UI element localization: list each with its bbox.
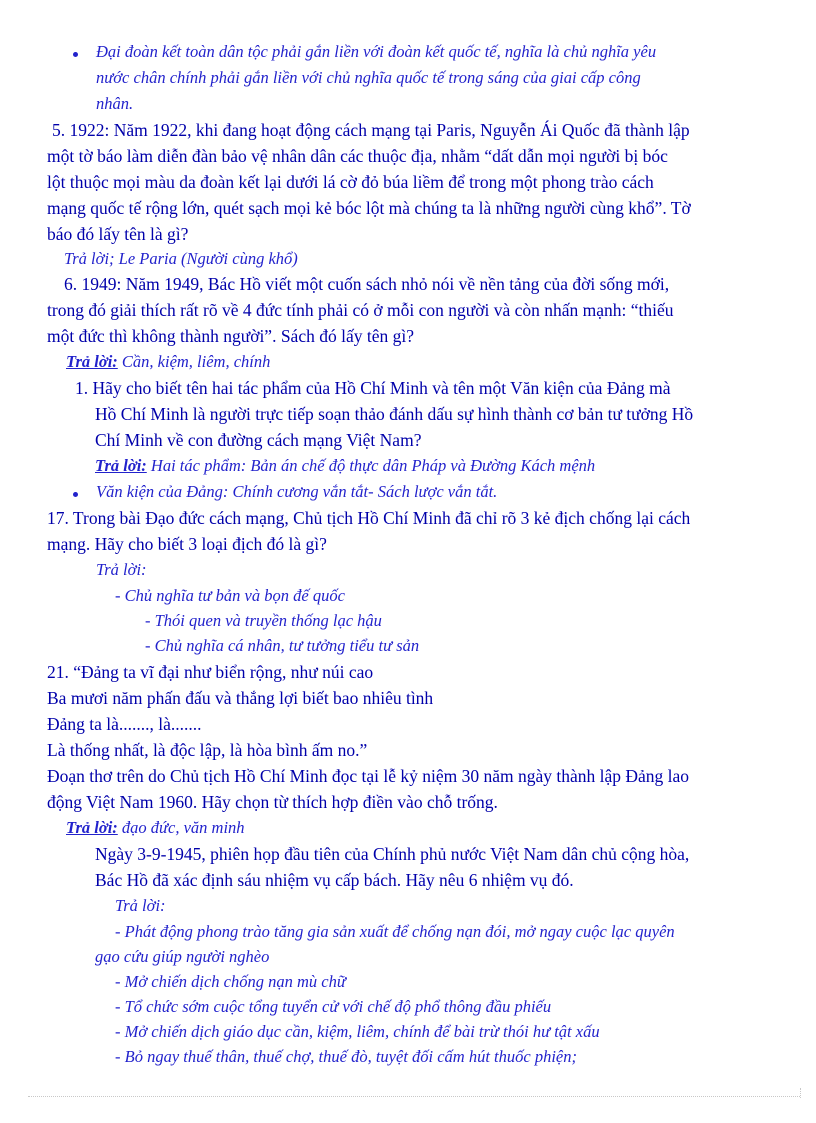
answer-text: Cần, kiệm, liêm, chính: [117, 352, 271, 371]
question-21-line: 21. “Đảng ta vĩ đại như biển rộng, như núi cao: [47, 662, 374, 682]
question-17-line: 17. Trong bài Đạo đức cách mạng, Chủ tịch Hồ Chí Minh đã chỉ rõ 3 kẻ địch chống lại cách: [47, 508, 691, 528]
question-1-line: Chí Minh về con đường cách mạng Việt Nam?: [95, 430, 422, 450]
answer-item: - Chủ nghĩa tư bản và bọn đế quốc: [115, 586, 345, 605]
text-line: nhân.: [96, 94, 134, 113]
question-5-line: một tờ báo làm diễn đàn bảo vệ nhân dân các thuộc địa, nhằm “dất dẫn mọi người bị bóc: [47, 146, 668, 166]
text-line: nước chân chính phải gắn liền với chủ nghĩa quốc tế trong sáng của giai cấp công: [96, 68, 641, 87]
answer-line: [95, 454, 595, 478]
answer-item: - Bỏ ngay thuế thân, thuế chợ, thuế đò, tuyệt đối cấm hút thuốc phiện;: [115, 1047, 577, 1066]
answer-item: - Thói quen và truyền thống lạc hậu: [145, 611, 382, 630]
question-21-line: Đoạn thơ trên do Chủ tịch Hồ Chí Minh đọc tại lễ kỷ niệm 30 năm ngày thành lập Đảng lao: [47, 766, 690, 786]
answer-item: - Mở chiến dịch giáo dục cần, kiệm, liêm, chính để bài trừ thói hư tật xấu: [115, 1022, 600, 1041]
question-6-line: 6. 1949: Năm 1949, Bác Hồ viết một cuốn sách nhỏ nói về nền tảng của đời sống mới,: [64, 274, 670, 294]
question-21-line: Ba mươi năm phấn đấu và thắng lợi biết bao nhiêu tình: [47, 688, 434, 708]
question-5-line: mạng quốc tế rộng lớn, quét sạch mọi kẻ bóc lột mà chúng ta là những người cùng khổ”. Tờ: [47, 198, 691, 218]
question-5-line: báo đó lấy tên là gì?: [47, 224, 189, 244]
question-6-line: một đức thì không thành người”. Sách đó lấy tên gì?: [47, 326, 414, 346]
answer-label: Trả lời:: [96, 560, 147, 579]
answer-item: - Chủ nghĩa cá nhân, tư tưởng tiểu tư sản: [145, 636, 420, 655]
answer-text: Hai tác phẩm: Bản án chế độ thực dân Pháp và Đường Kách mệnh: [146, 456, 596, 475]
page-corner-mark: [800, 1088, 811, 1098]
answer-item: - Tổ chức sớm cuộc tổng tuyển cử với chế độ phổ thông đầu phiếu: [115, 997, 552, 1016]
text-line: Đại đoàn kết toàn dân tộc phải gắn liền với đoàn kết quốc tế, nghĩa là chủ nghĩa yêu: [96, 42, 657, 61]
question-21-line: động Việt Nam 1960. Hãy chọn từ thích hợp điền vào chỗ trống.: [47, 792, 498, 812]
answer-label: Trả lời:: [66, 352, 118, 371]
answer-label: Trả lời:: [66, 818, 118, 837]
question-1-line: 1. Hãy cho biết tên hai tác phẩm của Hồ Chí Minh và tên một Văn kiện của Đảng mà: [75, 378, 671, 398]
question-1-line: Hồ Chí Minh là người trực tiếp soạn thảo đánh dấu sự hình thành cơ bản tư tưởng Hồ: [95, 404, 694, 424]
answer-text: đạo đức, văn minh: [117, 818, 245, 837]
question-6-line: trong đó giải thích rất rõ về 4 đức tính phải có ở mỗi con người và còn nhấn mạnh: “thiếu: [47, 300, 674, 320]
answer-label: Trả lời:: [115, 896, 166, 915]
bullet-dot: [73, 492, 78, 497]
answer-text: Trả lời; Le Paria (Người cùng khổ): [64, 249, 298, 268]
question-21-line: Là thống nhất, là độc lập, là hòa bình ấm no.”: [47, 740, 368, 760]
answer-item: - Mở chiến dịch chống nạn mù chữ: [115, 972, 346, 991]
page-footer-divider: [28, 1096, 800, 1097]
question-21-line: Đảng ta là......., là.......: [47, 714, 202, 734]
text-line: Văn kiện của Đảng: Chính cương vắn tắt- Sách lược vắn tắt.: [96, 482, 498, 501]
question-5-line: lột thuộc mọi màu da đoàn kết lại dưới lá cờ đỏ búa liềm để trong một phong trào cách: [47, 172, 654, 192]
question-line: Ngày 3-9-1945, phiên họp đầu tiên của Chính phủ nước Việt Nam dân chủ cộng hòa,: [95, 844, 690, 864]
answer-line: [66, 350, 270, 374]
answer-line: [66, 816, 245, 840]
question-17-line: mạng. Hãy cho biết 3 loại địch đó là gì?: [47, 534, 327, 554]
bullet-dot: [73, 52, 78, 57]
answer-label: Trả lời:: [95, 456, 147, 475]
answer-item: - Phát động phong trào tăng gia sản xuất để chống nạn đói, mở ngay cuộc lạc quyên: [115, 922, 675, 941]
question-line: Bác Hồ đã xác định sáu nhiệm vụ cấp bách. Hãy nêu 6 nhiệm vụ đó.: [95, 870, 574, 890]
answer-item: gạo cứu giúp người nghèo: [95, 947, 270, 966]
question-5-line: 5. 1922: Năm 1922, khi đang hoạt động cách mạng tại Paris, Nguyễn Ái Quốc đã thành lập: [52, 120, 690, 140]
